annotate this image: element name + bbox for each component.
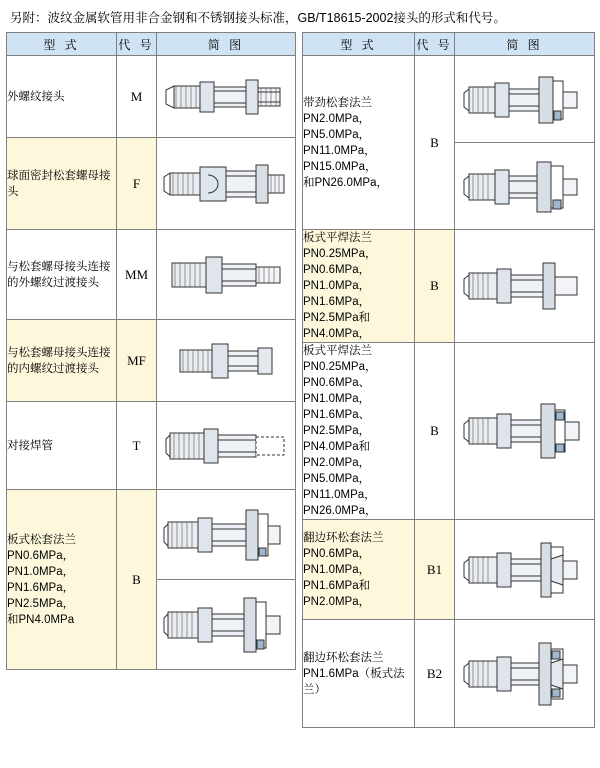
row-type-line-4: PN2.5MPa和PN4.0MPa， [303, 312, 371, 340]
row-figure [455, 56, 595, 143]
plate-slip-on-flange-figure-2 [459, 388, 591, 474]
page-title: 另附：波纹金属软管用非合金钢和不锈钢接头标准，GB/T18615-2002接头的形式和代号。 [10, 11, 506, 25]
table-row [303, 56, 595, 143]
row-type-name: 外螺纹接头 [7, 56, 117, 138]
row-type-line-3: PN1.0MPa，PN1.6MPa， [303, 280, 371, 308]
header-figure-left: 简 图 [157, 33, 296, 56]
ribbed-loose-flange-figure [459, 61, 591, 137]
row-type-name [303, 230, 415, 343]
row-type-line-3: PN1.0MPa，PN1.6MPa、 [303, 393, 371, 421]
row-code: M [117, 56, 157, 138]
row-type-name [303, 343, 415, 520]
row-type-line-2: PN0.25MPa，PN0.6MPa、 [303, 361, 377, 389]
row-type-line-1: 板式平焊法兰 [303, 232, 372, 244]
row-code: B [415, 343, 455, 520]
row-code: B [415, 56, 455, 230]
table-row [7, 320, 296, 402]
row-figure [455, 620, 595, 728]
female-thread-transition-figure [160, 326, 292, 396]
row-type-line-4: 和PN26.0MPa， [303, 176, 389, 189]
row-type-name: 对接焊管 [7, 402, 117, 490]
row-code: B [117, 490, 157, 670]
right-table [302, 32, 595, 728]
row-type-line-4: 和PN4.0MPa [7, 613, 75, 626]
table-row [303, 520, 595, 620]
row-type-name [303, 520, 415, 620]
row-type-line-2: PN1.6MPa（板式法兰） [303, 667, 405, 696]
plate-loose-flange-figure [160, 496, 292, 574]
header-code-left: 代 号 [117, 33, 157, 56]
row-type-name: 与松套螺母接头连接的内螺纹过渡接头 [7, 320, 117, 402]
butt-weld-pipe-figure [160, 409, 292, 483]
plate-slip-on-flange-figure [459, 249, 591, 323]
row-type-line-1: 翻边环松套法兰 [303, 651, 384, 664]
table-row [303, 230, 595, 343]
row-figure [157, 580, 296, 670]
header-figure-right: 简 图 [455, 33, 595, 56]
table-row [7, 490, 296, 580]
row-type-line-3: PN1.6MPa和PN2.0MPa， [303, 579, 371, 608]
row-type-line-2: PN0.25MPa，PN0.6MPa， [303, 248, 377, 276]
row-type-line-1: 带劲松套法兰 [303, 96, 372, 109]
row-type-line-2: PN0.6MPa，PN1.0MPa， [303, 547, 371, 576]
header-code-right: 代 号 [415, 33, 455, 56]
table-row [303, 343, 595, 520]
row-type-line-1: 翻边环松套法兰 [303, 531, 384, 544]
table-row [7, 56, 296, 138]
header-type-left: 型 式 [7, 33, 117, 56]
lap-joint-flange-figure-2 [459, 629, 591, 719]
row-type-name [7, 490, 117, 670]
row-type-line-2: PN0.6MPa，PN1.0MPa， [7, 549, 75, 578]
male-thread-transition-figure [160, 237, 292, 313]
row-type-name: 与松套螺母接头连接的外螺纹过渡接头 [7, 230, 117, 320]
fittings-table [6, 32, 594, 728]
row-code: B2 [415, 620, 455, 728]
table-row [303, 620, 595, 728]
table-row [7, 138, 296, 230]
plate-loose-flange-figure-2 [160, 586, 292, 664]
row-type-line-1: 板式平焊法兰 [303, 345, 372, 357]
row-figure [455, 343, 595, 520]
row-code: T [117, 402, 157, 490]
row-figure [157, 138, 296, 230]
row-code: F [117, 138, 157, 230]
left-table-cell [6, 32, 296, 728]
row-type-line-6: PN11.0MPa，PN26.0MPa， [303, 489, 377, 517]
row-figure [455, 143, 595, 230]
row-code: MF [117, 320, 157, 402]
row-type-line-1: 板式松套法兰 [7, 533, 76, 546]
row-code: B1 [415, 520, 455, 620]
right-table-cell [302, 32, 594, 728]
row-type-line-3: PN1.6MPa，PN2.5MPa， [7, 581, 75, 610]
row-type-line-4: PN2.5MPa，PN4.0MPa和 [303, 425, 371, 453]
row-type-name [303, 620, 415, 728]
left-table [6, 32, 296, 670]
lap-joint-flange-figure [459, 529, 591, 611]
male-thread-connector-figure [160, 62, 292, 132]
row-type-line-5: PN2.0MPa，PN5.0MPa， [303, 457, 371, 485]
table-header-row [303, 33, 595, 56]
row-type-name: 球面密封松套螺母接头 [7, 138, 117, 230]
table-header-row [7, 33, 296, 56]
ribbed-loose-flange-figure-2 [459, 148, 591, 224]
row-figure [157, 56, 296, 138]
table-row [7, 402, 296, 490]
row-figure [455, 230, 595, 343]
row-figure [157, 230, 296, 320]
row-figure [455, 520, 595, 620]
row-figure [157, 490, 296, 580]
row-figure [157, 402, 296, 490]
row-code: B [415, 230, 455, 343]
row-type-name [303, 56, 415, 230]
header-type-right: 型 式 [303, 33, 415, 56]
row-type-line-2: PN2.0MPa，PN5.0MPa， [303, 112, 371, 141]
table-row [7, 230, 296, 320]
row-type-line-3: PN11.0MPa，PN15.0MPa， [303, 144, 377, 173]
spherical-seal-union-nut-figure [160, 145, 292, 223]
row-code: MM [117, 230, 157, 320]
row-figure [157, 320, 296, 402]
